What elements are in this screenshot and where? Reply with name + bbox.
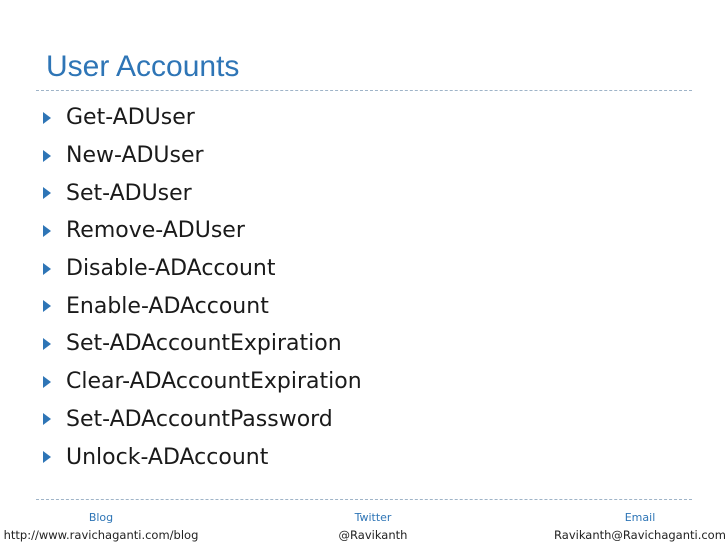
- triangle-right-icon: [42, 375, 66, 389]
- triangle-right-icon: [42, 337, 66, 351]
- bullet-item: [42, 438, 362, 476]
- triangle-right-icon: [42, 149, 66, 163]
- triangle-right-icon: [42, 111, 66, 125]
- title-divider: [36, 90, 692, 91]
- triangle-right-icon: [42, 299, 66, 313]
- bullet-item: [42, 99, 362, 137]
- bullet-text: Get-ADUser: [66, 105, 195, 131]
- bullet-item: [42, 401, 362, 439]
- triangle-right-icon: [42, 450, 66, 464]
- footer-blog-label: Blog: [88, 511, 114, 524]
- bullet-item: [42, 137, 362, 175]
- triangle-right-icon: [42, 186, 66, 200]
- slide-title: User Accounts: [46, 50, 240, 83]
- triangle-right-icon: [42, 412, 66, 426]
- triangle-right-icon: [42, 262, 66, 276]
- footer-blog-link[interactable]: http://www.ravichaganti.com/blog: [3, 528, 199, 542]
- footer-email-label: Email: [624, 511, 656, 524]
- slide-footer: [0, 510, 728, 546]
- bullet-text: Set-ADAccountPassword: [66, 406, 333, 432]
- bullet-item: [42, 174, 362, 212]
- footer-divider: [36, 499, 692, 500]
- bullet-list: [42, 99, 362, 476]
- footer-twitter-handle[interactable]: @Ravikanth: [338, 528, 408, 542]
- bullet-text: Set-ADUser: [66, 180, 192, 206]
- triangle-right-icon: [42, 224, 66, 238]
- bullet-text: Enable-ADAccount: [66, 293, 269, 319]
- footer-twitter-label: Twitter: [354, 511, 392, 524]
- bullet-text: Unlock-ADAccount: [66, 444, 269, 470]
- bullet-text: Disable-ADAccount: [66, 256, 276, 282]
- bullet-item: [42, 287, 362, 325]
- bullet-item: [42, 325, 362, 363]
- footer-email: [552, 510, 728, 544]
- bullet-item: [42, 212, 362, 250]
- footer-email-address[interactable]: Ravikanth@Ravichaganti.com: [554, 528, 726, 542]
- bullet-text: Remove-ADUser: [66, 218, 245, 244]
- footer-twitter: [332, 510, 414, 544]
- bullet-text: Clear-ADAccountExpiration: [66, 369, 362, 395]
- bullet-text: New-ADUser: [66, 143, 204, 169]
- bullet-item: [42, 363, 362, 401]
- footer-blog: [0, 510, 202, 544]
- bullet-item: [42, 250, 362, 288]
- bullet-text: Set-ADAccountExpiration: [66, 331, 342, 357]
